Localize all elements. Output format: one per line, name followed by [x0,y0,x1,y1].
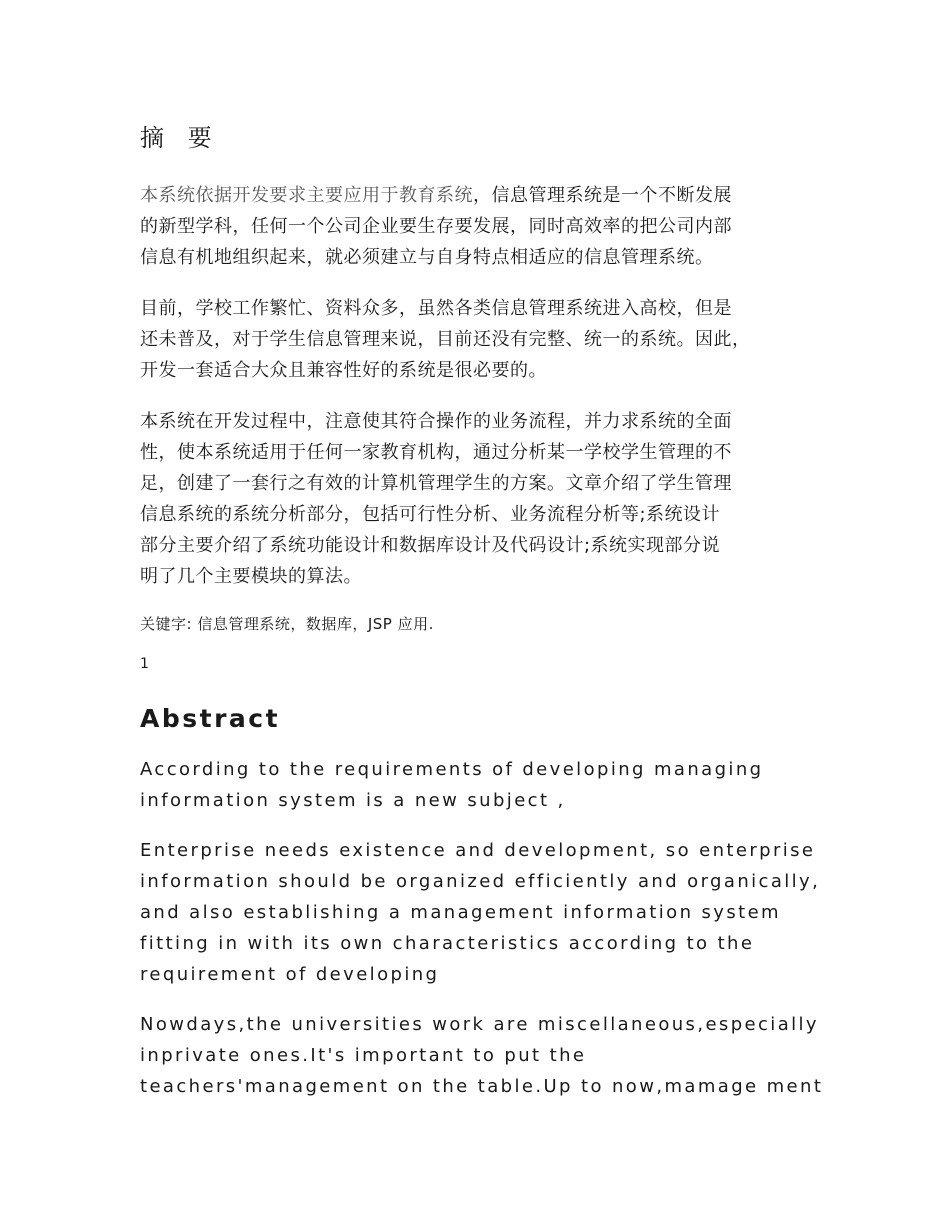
document-page [140,118,840,1121]
page-number: 1 [140,656,149,672]
chinese-abstract-paragraph-1-lead: 本系统依据开发要求主要应用于教育系统 [140,185,473,206]
chinese-abstract-paragraph-1 [140,180,840,273]
english-abstract-paragraph-3: Nowdays,the universities work are miscellaneous,especially inprivate ones.It's important to put the teachers'management on the table.Up to now,mamage ment [140,1014,824,1097]
chinese-abstract-paragraph-2: 目前，学校工作繁忙、资料众多，虽然各类信息管理系统进入高校，但是 还未普及，对于学生信息管理来说，目前还没有完整、统一的系统。因此， 开发一套适合大众且兼容性好的系统是很必要的。 [140,298,751,381]
english-abstract-heading: Abstract [140,704,281,733]
english-abstract-paragraph-1: According to the requirements of developing managing information system is a new subject , [140,759,764,811]
chinese-abstract-heading: 摘 要 [140,124,220,152]
chinese-abstract-paragraph-1-rest: ，信息管理系统是一个不断发展 的新型学科，任何一个公司企业要生存要发展，同时高效率的把公司内部 信息有机地组织起来，就必须建立与自身特点相适应的信息管理系统。 [140,185,732,268]
chinese-keywords: 关键字: 信息管理系统，数据库，JSP 应用. [140,615,434,633]
english-abstract-paragraph-2: Enterprise needs existence and development, so enterprise information should be organized efficiently and organically, and also establishing a management information system fitting in with its own characteristics according to the requirement of developing [140,840,821,985]
chinese-abstract-paragraph-3: 本系统在开发过程中，注意使其符合操作的业务流程，并力求系统的全面 性，使本系统适用于任何一家教育机构，通过分析某一学校学生管理的不 足，创建了一套行之有效的计算机管理学生的方案。文章介绍了学生管理 信息系统的系统分析部分，包括可行性分析、业务流程分析等;系统设计 部分主要介绍了系统功能设计和数据库设计及代码设计;系统实现部分说 明了几个主要模块的算法。 [140,411,732,587]
